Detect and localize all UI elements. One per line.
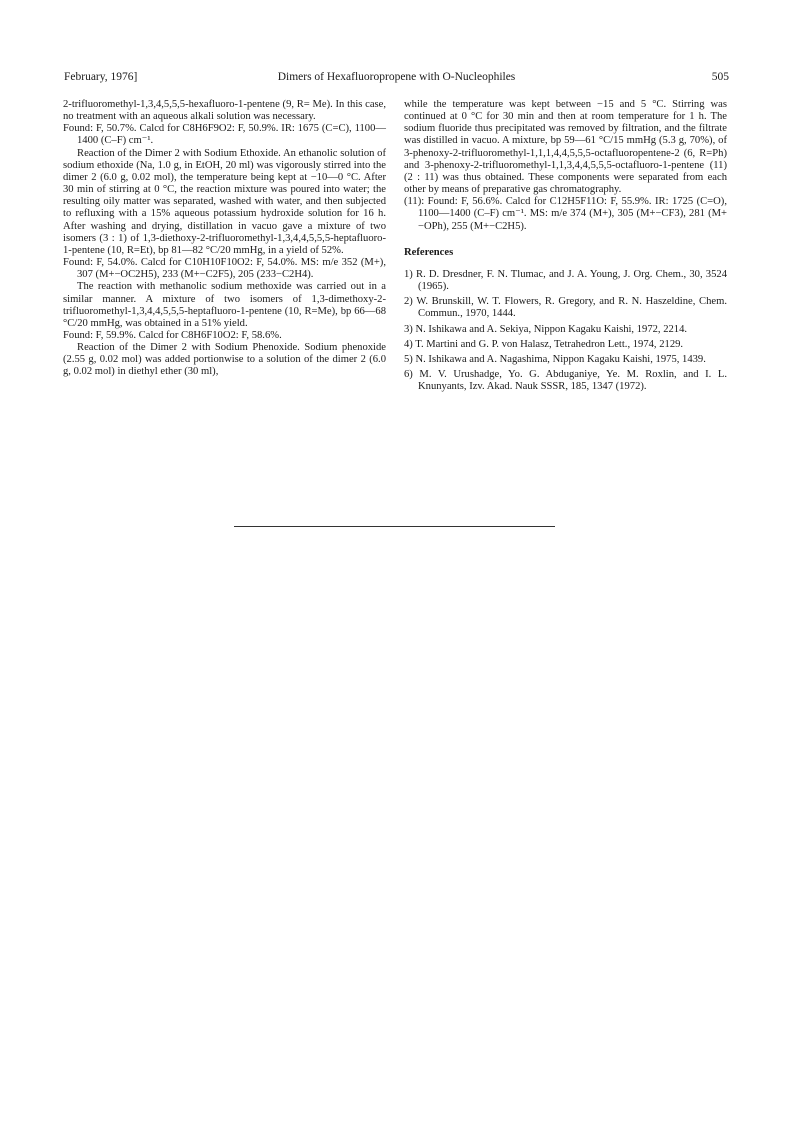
end-rule [234, 526, 555, 527]
paragraph: Reaction of the Dimer 2 with Sodium Ethoxide. An ethanolic solution of sodium ethoxide (Na, 1.0 g, in EtOH, 20 ml) was vigorously stirred into the dimer 2 (6.0 g, 0.02 mol), the temperature being kept at −10—0 °C. After 30 min of stirring at 0 °C, the reaction mixture was poured into water; the resulting oily matter was separated, washed with water, and then subjected to refluxing with a 15% aqueous potassium hydroxide solution for 16 h. After washing and drying, distillation in vacuo gave a mixture of two isomers (3 : 1) of 1,3-diethoxy-2-trifluoromethyl-1,3,4,4,5,5,5-heptafluoro-1-pentene (10, R=Et), bp 81—82 °C/20 mmHg, in a yield of 52%. [63, 147, 386, 256]
reference-item: 4) T. Martini and G. P. von Halasz, Tetrahedron Lett., 1974, 2129. [404, 338, 684, 350]
reference-item: 1) R. D. Dresdner, F. N. Tlumac, and J. A. Young, J. Org. Chem., 30, 3524 (1965). [404, 268, 727, 293]
right-column [404, 99, 727, 396]
left-column [63, 99, 386, 379]
page-number: 505 [711, 71, 729, 83]
paragraph: Found: F, 54.0%. Calcd for C10H10F10O2: F, 54.0%. MS: m/e 352 (M+), 307 (M+−OC2H5), 233 (M+−C2F5), 205 (233−C2H4). [63, 257, 386, 281]
reference-item: 6) M. V. Urushadge, Yo. G. Abduganiye, Ye. M. Roxlin, and I. L. Knunyants, Izv. Akad. Nauk SSSR, 185, 1347 (1972). [404, 368, 727, 393]
reference-item: 3) N. Ishikawa and A. Sekiya, Nippon Kagaku Kaishi, 1972, 2214. [404, 323, 688, 335]
running-header [64, 71, 729, 87]
reference-item: 5) N. Ishikawa and A. Nagashima, Nippon Kagaku Kaishi, 1975, 1439. [404, 353, 706, 365]
paragraph: while the temperature was kept between −15 and 5 °C. Stirring was continued at 0 °C for 30 min and then at room temperature for 1 h. The sodium fluoride thus precipitated was removed by filtration, and the filtrate was distilled in vacuo. A mixture, bp 59—61 °C/15 mmHg (5.3 g, 70%), of 3-phenoxy-2-trifluoromethyl-1,1,1,4,4,5,5,5-octafluoropentene-2 (6, R=Ph) and 3-phenoxy-2-trifluoromethyl-1,1,3,4,4,5,5,5-octafluoro-1-pentene (11) (2 : 11) was thus obtained. These components were separated from each other by means of preparative gas chromatography. [404, 99, 727, 196]
paragraph: Found: F, 59.9%. Calcd for C8H6F10O2: F, 58.6%. [63, 329, 282, 341]
header-date: February, 1976] [64, 71, 138, 83]
paragraph: The reaction with methanolic sodium methoxide was carried out in a similar manner. A mixture of two isomers of 1,3-dimethoxy-2-trifluoromethyl-1,3,4,4,5,5,5-heptafluoro-1-pentene (10, R=Me), bp 66—68 °C/20 mmHg, was obtained in a 51% yield. [63, 281, 386, 329]
paragraph: (11): Found: F, 56.6%. Calcd for C12H5F11O: F, 55.9%. IR: 1725 (C=O), 1100—1400 (C–F) cm⁻¹. MS: m/e 374 (M+), 305 (M+−CF3), 281 (M+−OPh), 255 (M+−C2H5). [404, 196, 727, 232]
paragraph: Found: F, 50.7%. Calcd for C8H6F9O2: F, 50.9%. IR: 1675 (C=C), 1100—1400 (C–F) cm⁻¹. [63, 123, 386, 147]
reference-item: 2) W. Brunskill, W. T. Flowers, R. Gregory, and R. N. Haszeldine, Chem. Commun., 1970, 1444. [404, 296, 727, 320]
paragraph: 2-trifluoromethyl-1,3,4,5,5,5-hexafluoro-1-pentene (9, R= Me). In this case, no treatment with an aqueous alkali solution was necessary. [63, 99, 386, 123]
header-title: Dimers of Hexafluoropropene with O-Nucleophiles [277, 71, 516, 83]
paragraph: Reaction of the Dimer 2 with Sodium Phenoxide. Sodium phenoxide (2.55 g, 0.02 mol) was added portionwise to a solution of the dimer 2 (6.0 g, 0.02 mol) in diethyl ether (30 ml), [63, 342, 386, 378]
references-heading: References [404, 246, 454, 258]
